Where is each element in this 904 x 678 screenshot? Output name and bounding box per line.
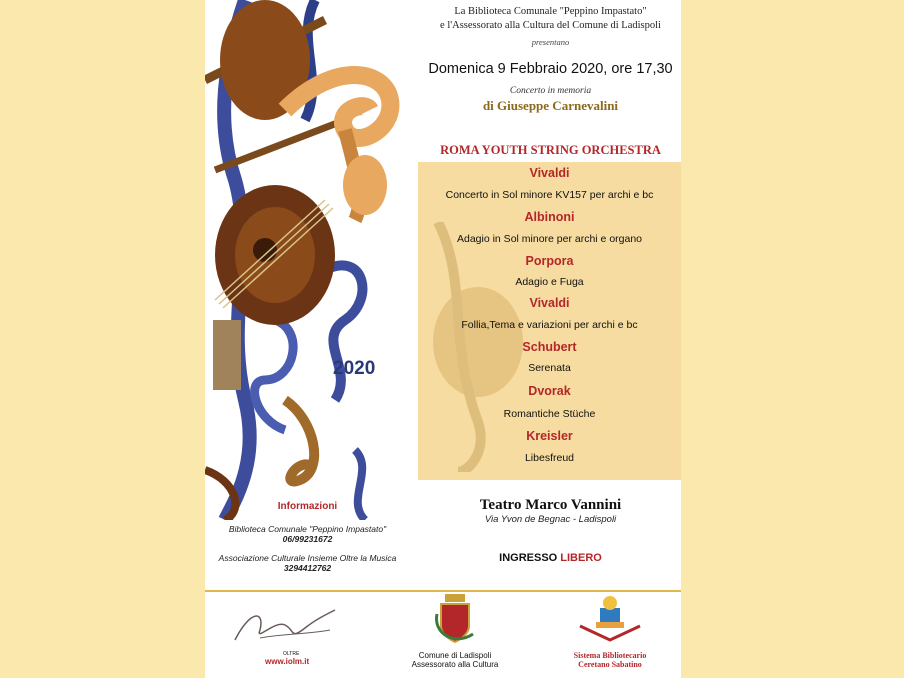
coat-of-arms-icon xyxy=(435,594,475,646)
orchestra-name: ROMA YOUTH STRING ORCHESTRA xyxy=(440,143,661,157)
presenter-line-3: presentano xyxy=(531,37,570,47)
event-date: Domenica 9 Febbraio 2020, ore 17,30 xyxy=(428,61,673,77)
comune-line-2: Assessorato alla Cultura xyxy=(411,660,499,669)
composer-1: Vivaldi xyxy=(529,166,570,180)
info-library: Biblioteca Comunale "Peppino Impastato" xyxy=(228,524,387,534)
info-title: Informazioni xyxy=(277,501,338,512)
iolm-logo xyxy=(225,600,345,666)
comune-logo xyxy=(405,594,505,669)
composer-4: Vivaldi xyxy=(529,296,570,310)
composer-5: Schubert xyxy=(522,340,577,354)
sistema-line-1: Sistema Bibliotecario xyxy=(573,651,647,660)
comune-line-1: Comune di Ladispoli xyxy=(418,651,492,660)
info-library-phone: 06/99231672 xyxy=(282,534,333,544)
iolm-signature-icon xyxy=(230,600,340,646)
entry-info xyxy=(420,552,681,564)
concert-poster xyxy=(205,0,681,678)
composer-2: Albinoni xyxy=(524,210,575,224)
instruments-artwork xyxy=(205,0,420,520)
composer-3: Porpora xyxy=(525,254,574,268)
composer-7: Kreisler xyxy=(526,429,573,443)
work-5: Serenata xyxy=(528,362,571,374)
reading-child-icon xyxy=(570,594,650,646)
work-7: Libesfreud xyxy=(524,452,575,464)
entry-label: INGRESSO xyxy=(499,552,558,564)
presenter-line-1: La Biblioteca Comunale "Peppino Impastato" xyxy=(454,6,647,17)
entry-free: LIBERO xyxy=(560,552,602,564)
work-3: Adagio e Fuga xyxy=(515,276,584,288)
work-6: Romantiche Stüche xyxy=(503,408,596,420)
memorial-subtitle: Concerto in memoria xyxy=(509,86,592,96)
sistema-logo xyxy=(550,594,670,669)
presenter-line-2: e l'Assessorato alla Cultura del Comune di Ladispoli xyxy=(440,20,661,31)
year-label: 2020 xyxy=(333,358,376,379)
info-association: Associazione Culturale Insieme Oltre la Musica xyxy=(218,553,397,563)
composer-6: Dvorak xyxy=(528,384,571,398)
venue-address: Via Yvon de Begnac - Ladispoli xyxy=(484,514,617,525)
work-2: Adagio in Sol minore per archi e organo xyxy=(456,233,643,245)
work-1: Concerto in Sol minore KV157 per archi e bc xyxy=(445,189,654,201)
memorial-person: di Giuseppe Carnevalini xyxy=(482,98,619,113)
iolm-small-label: OLTRE xyxy=(283,651,300,657)
work-4: Follia,Tema e variazioni per archi e bc xyxy=(461,319,638,331)
footer-divider xyxy=(205,590,681,592)
program-panel xyxy=(418,162,681,480)
info-association-phone: 3294412762 xyxy=(283,563,332,573)
iolm-website: www.iolm.it xyxy=(265,657,310,666)
venue-name: Teatro Marco Vannini xyxy=(479,497,622,513)
sistema-line-2: Ceretano Sabatino xyxy=(578,660,642,669)
